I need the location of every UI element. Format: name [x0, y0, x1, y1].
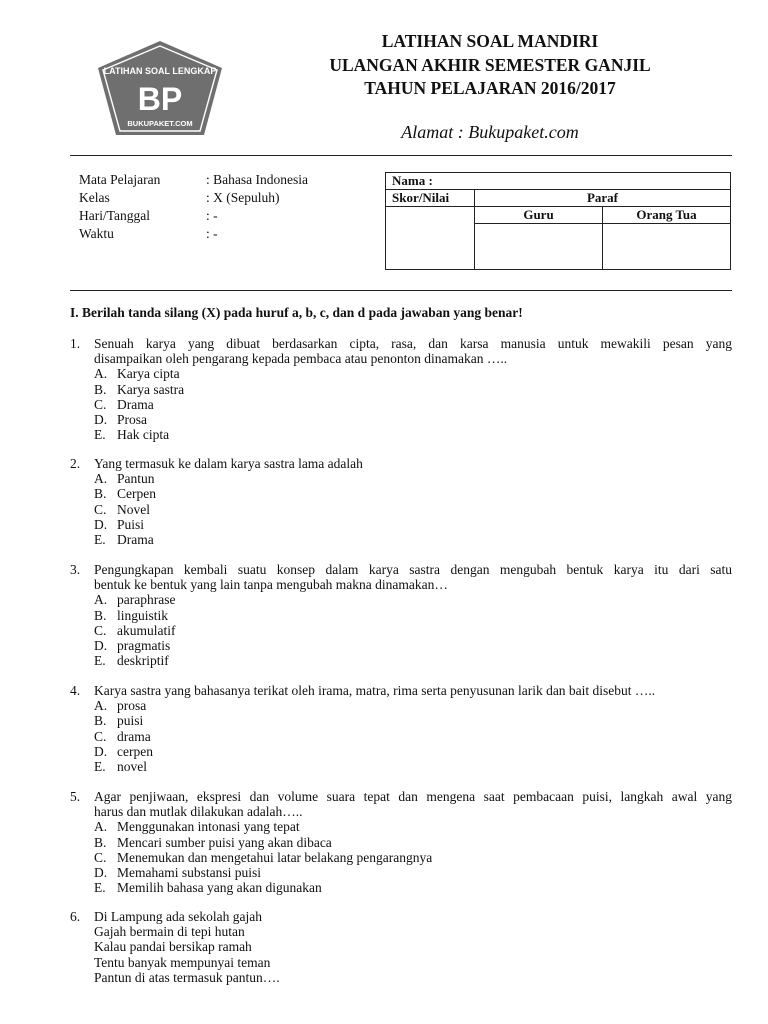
question-1: 1. Senuah karya yang dibuat berdasarkan cipta, rasa, dan karsa manusia untuk mewakili pesan yang disampaikan oleh pengarang kepada pembaca atau penonton dinamakan ….. A. Karya cipta B. Karya sastra C. Drama D. Prosa E. Hak cipta: [70, 336, 732, 443]
option[interactable]: B. puisi: [94, 713, 144, 729]
option[interactable]: A. Pantun: [94, 471, 155, 487]
option[interactable]: E. deskriptif: [94, 653, 169, 669]
score-table: [385, 172, 731, 270]
option[interactable]: A. Karya cipta: [94, 366, 180, 382]
teacher-label: Guru: [475, 207, 603, 224]
option[interactable]: E. Drama: [94, 531, 154, 547]
option[interactable]: C. akumulatif: [94, 622, 176, 638]
option[interactable]: E. novel: [94, 758, 147, 774]
option[interactable]: C. drama: [94, 728, 151, 744]
option[interactable]: B. Mencari sumber puisi yang akan dibaca: [94, 834, 332, 850]
score-label: Skor/Nilai: [386, 190, 475, 207]
option[interactable]: E. Hak cipta: [94, 427, 170, 443]
logo-bottom-text: BUKUPAKET.COM: [127, 119, 193, 128]
info-divider: [70, 290, 732, 291]
question-6: 6. Di Lampung ada sekolah gajah Gajah bermain di tepi hutan Kalau pandai bersikap ramah Tentu banyak mempunyai teman Pantun di atas termasuk pantun….: [70, 909, 280, 985]
header-line-3: TAHUN PELAJARAN 2016/2017: [364, 78, 616, 98]
header-divider: [70, 155, 732, 156]
header-line-2: ULANGAN AKHIR SEMESTER GANJIL: [329, 55, 651, 75]
option[interactable]: D. cerpen: [94, 743, 153, 759]
parent-signature-box[interactable]: [603, 224, 731, 270]
question-4: 4. Karya sastra yang bahasanya terikat oleh irama, matra, rima serta penyusunan larik dan bait disebut ….. A. prosa B. puisi C. drama D. cerpen E. novel: [70, 683, 732, 774]
option[interactable]: D. Prosa: [94, 411, 147, 427]
logo-letters: BP: [137, 81, 183, 117]
question-3: 3. Pengungkapan kembali suatu konsep dalam karya sastra dengan mengubah bentuk karya itu dari satu bentuk ke bentuk yang lain tanpa mengubah makna dinamakan… A. paraphrase B. linguistik C. akumulatif D. pragmatis E. deskriptif: [70, 562, 732, 669]
signature-label: Paraf: [475, 190, 731, 207]
name-field[interactable]: Nama :: [386, 173, 731, 190]
option[interactable]: E. Memilih bahasa yang akan digunakan: [94, 880, 322, 896]
option[interactable]: B. linguistik: [94, 607, 169, 623]
option[interactable]: D. pragmatis: [94, 637, 171, 653]
header-line-1: LATIHAN SOAL MANDIRI: [381, 31, 599, 51]
option[interactable]: C. Drama: [94, 396, 154, 412]
option[interactable]: D. Memahami substansi puisi: [94, 864, 261, 880]
option[interactable]: A. prosa: [94, 698, 147, 714]
option[interactable]: C. Novel: [94, 501, 150, 517]
option[interactable]: B. Cerpen: [94, 486, 156, 502]
address-line: Alamat : Bukupaket.com: [401, 122, 579, 142]
option[interactable]: B. Karya sastra: [94, 381, 185, 397]
option[interactable]: A. paraphrase: [94, 592, 176, 608]
parent-label: Orang Tua: [603, 207, 731, 224]
teacher-signature-box[interactable]: [475, 224, 603, 270]
logo-top-text: LATIHAN SOAL LENGKAP: [103, 66, 217, 76]
score-box[interactable]: [386, 207, 475, 270]
bukupaket-logo: [94, 38, 226, 138]
option[interactable]: D. Puisi: [94, 516, 145, 532]
instruction: I. Berilah tanda silang (X) pada huruf a, b, c, dan d pada jawaban yang benar!: [70, 305, 523, 320]
question-5: 5. Agar penjiwaan, ekspresi dan volume suara tepat dan mengena saat pembacaan puisi, langkah awal yang harus dan mutlak dilakukan adalah….. A. Menggunakan intonasi yang tepat B. Mencari sumber puisi yang akan dibaca C. Menemukan dan mengetahui latar belakang pengarangnya D. Memahami substansi puisi E. Memilih bahasa yang akan digunakan: [70, 789, 732, 896]
option[interactable]: C. Menemukan dan mengetahui latar belakang pengarangnya: [94, 849, 433, 865]
option[interactable]: A. Menggunakan intonasi yang tepat: [94, 819, 300, 835]
question-2: 2. Yang termasuk ke dalam karya sastra lama adalah A. Pantun B. Cerpen C. Novel D. Puisi E. Drama: [70, 456, 732, 547]
